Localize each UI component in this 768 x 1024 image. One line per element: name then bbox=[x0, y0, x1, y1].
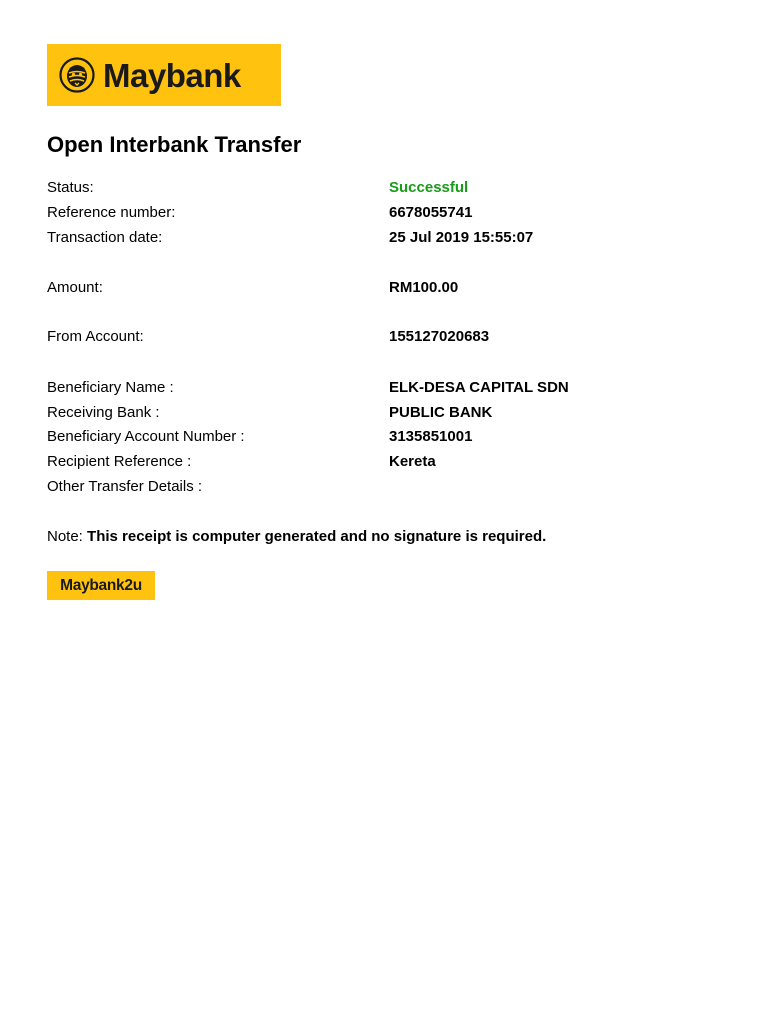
amount-label: Amount: bbox=[47, 279, 103, 296]
note-text: This receipt is computer generated and no signature is required. bbox=[87, 528, 547, 545]
beneficiary-name-label: Beneficiary Name : bbox=[47, 379, 174, 396]
beneficiary-account-row bbox=[47, 427, 727, 447]
other-details-label: Other Transfer Details : bbox=[47, 478, 203, 495]
transaction-date-value: 25 Jul 2019 15:55:07 bbox=[389, 229, 534, 246]
from-account-value: 155127020683 bbox=[389, 328, 490, 345]
status-value: Successful bbox=[389, 179, 469, 196]
amount-row bbox=[47, 278, 727, 298]
recipient-reference-row bbox=[47, 452, 727, 472]
maybank-logo bbox=[47, 44, 281, 106]
other-details-row bbox=[47, 477, 727, 497]
logo-text: Maybank bbox=[103, 56, 241, 94]
receiving-bank-row bbox=[47, 403, 727, 423]
tiger-head-icon bbox=[59, 57, 95, 93]
receipt-note bbox=[47, 527, 546, 547]
beneficiary-account-label: Beneficiary Account Number : bbox=[47, 428, 245, 445]
transaction-date-label: Transaction date: bbox=[47, 229, 163, 246]
note-label: Note: bbox=[47, 528, 88, 545]
beneficiary-account-value: 3135851001 bbox=[389, 428, 473, 445]
recipient-reference-value: Kereta bbox=[389, 453, 436, 470]
beneficiary-name-value: ELK-DESA CAPITAL SDN bbox=[389, 379, 569, 396]
amount-value: RM100.00 bbox=[389, 279, 459, 296]
reference-value: 6678055741 bbox=[389, 204, 473, 221]
from-account-row bbox=[47, 327, 727, 347]
from-account-label: From Account: bbox=[47, 328, 144, 345]
maybank2u-logo-text: Maybank2u bbox=[60, 576, 142, 594]
reference-label: Reference number: bbox=[47, 204, 176, 221]
page-title: Open Interbank Transfer bbox=[47, 132, 302, 157]
beneficiary-name-row bbox=[47, 378, 727, 398]
maybank2u-logo bbox=[47, 571, 155, 600]
status-label: Status: bbox=[47, 179, 94, 196]
receiving-bank-label: Receiving Bank : bbox=[47, 404, 160, 421]
status-row bbox=[47, 178, 727, 198]
recipient-reference-label: Recipient Reference : bbox=[47, 453, 192, 470]
receiving-bank-value: PUBLIC BANK bbox=[389, 404, 493, 421]
reference-row bbox=[47, 203, 727, 223]
transaction-date-row bbox=[47, 228, 727, 248]
